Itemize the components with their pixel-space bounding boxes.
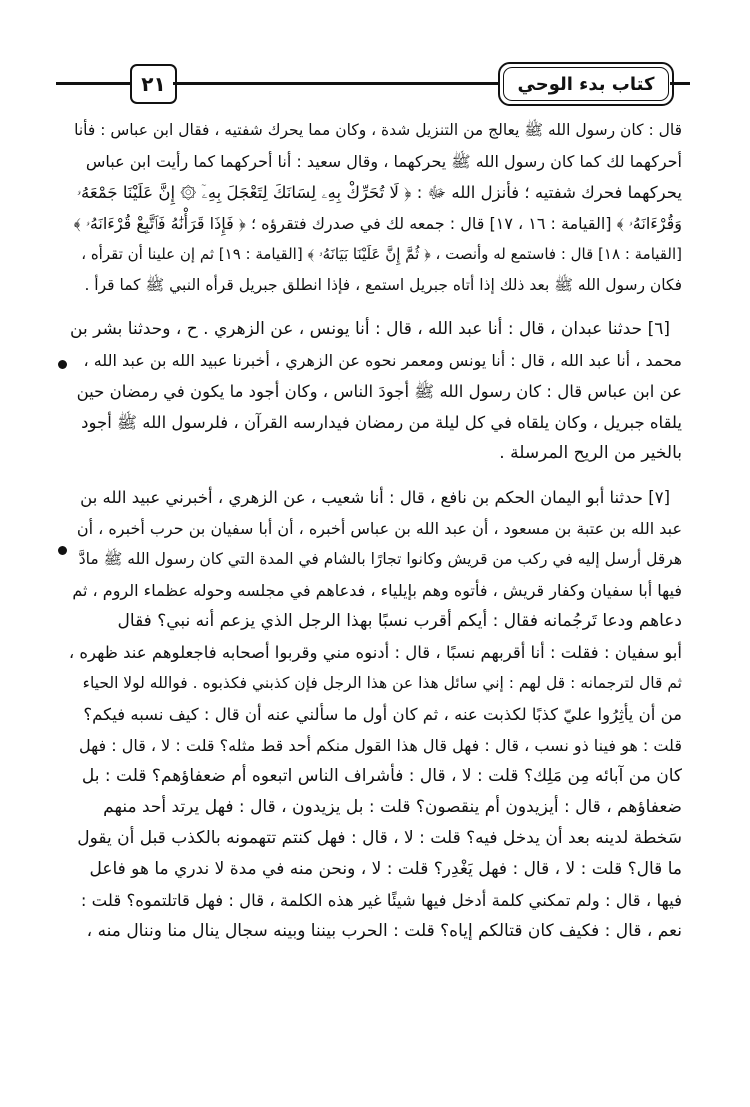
text-line: عبد الله بن عتبة بن مسعود ، أن عبد الله بن عباس أخبره ، أن أبا سفيان بن حرب أخبره ، أن	[76, 519, 682, 538]
header-rule-left	[56, 82, 130, 85]
text-line: محمد ، أنا عبد الله ، قال : أنا يونس ومعمر نحوه عن الزهري ، أخبرنا عبيد الله بن عبد الله ،	[83, 351, 682, 370]
text-line: من أن يأثِرُوا عليّ كذبًا لكذبت عنه ، ثم كان أول ما سألني عنه أن قال : كيف نسبه فيكم؟	[83, 705, 682, 724]
header-rule-right	[670, 82, 690, 85]
text-line: كان من آبائه مِن مَلِك؟ قلت : لا ، قال : فأشراف الناس اتبعوه أم ضعفاؤهم؟ قلت : بل	[81, 766, 682, 786]
text-line: وَقُرْءَانَهُۥ ﴾ [القيامة : ١٦ ، ١٧] قال : جمعه لك في صدرك فتقرؤه ؛ ﴿ فَإِذَا قَرَأْنَٰهُ فَٱتَّبِعْ قُرْءَانَهُۥ ﴾	[73, 214, 682, 233]
header-rule-middle	[173, 82, 498, 85]
text-line: فكان رسول الله ﷺ بعد ذلك إذا أتاه جبريل استمع ، فإذا انطلق جبريل قرأه النبي ﷺ كما قرأ .	[84, 276, 682, 294]
text-line: قال : كان رسول الله ﷺ يعالج من التنزيل شدة ، وكان مما يحرك شفتيه ، فقال ابن عباس : فأنا	[74, 121, 682, 139]
text-line: يحركهما فحرك شفتيه ؛ فأنزل الله ﷻ : ﴿ لَا تُحَرِّكْ بِهِۦ لِسَانَكَ لِتَعْجَلَ بِهِۦٓ ۞ إِنَّ عَلَيْنَا جَمْعَهُۥ	[76, 183, 682, 202]
text-line: أحركهما لك كما كان رسول الله ﷺ يحركهما ، وقال سعيد : أنا أحركهما كما رأيت ابن عباس	[85, 152, 682, 171]
text-line: هرقل أرسل إليه في ركب من قريش وكانوا تجارًا بالشام في المدة التي كان رسول الله ﷺ مادَّ	[78, 550, 682, 568]
text-line: أبو سفيان : فقلت : أنا أقربهم نسبًا ، قال : أدنوه مني وقربوا أصحابه فاجعلوهم عند ظهره ،	[68, 643, 682, 662]
text-line: بالخير من الريح المرسلة .	[499, 443, 682, 463]
text-line: [٧] حدثنا أبو اليمان الحكم بن نافع ، قال : أنا شعيب ، عن الزهري ، أخبرني عبيد الله بن	[80, 488, 670, 507]
text-line: ثم قال لترجمانه : قل لهم : إني سائل هذا عن هذا الرجل فإن كذبني فكذبوه . فوالله لولا الحياء	[82, 674, 682, 692]
text-line: نعم ، قال : فكيف كان قتالكم إياه؟ قلت : الحرب بيننا وبينه سجال ينال منا وننال منه ،	[86, 921, 682, 941]
hadith-bullet	[58, 546, 67, 555]
book-title: كتاب بدء الوحي	[517, 73, 655, 95]
page-number: ٢١	[130, 64, 177, 104]
text-line: يلقاه جبريل ، وكان يلقاه في كل ليلة من رمضان فيدارسه القرآن ، فلرسول الله ﷺ أجود	[81, 413, 682, 432]
text-line: فيها ، قال : ولم تمكني كلمة أدخل فيها شيئًا غير هذه الكلمة ، قال : فهل قاتلتموه؟ قلت :	[80, 891, 682, 910]
text-line: [القيامة : ١٨] قال : فاستمع له وأنصت ، ﴿ ثُمَّ إِنَّ عَلَيْنَا بَيَانَهُۥ ﴾ [القيامة : ١٩] ثم إن علينا أن تقرأه ،	[81, 245, 682, 263]
text-line: [٦] حدثنا عبدان ، قال : أنا عبد الله ، قال : أنا يونس ، عن الزهري . ح ، وحدثنا بشر بن	[70, 319, 670, 339]
text-line: ما قال؟ قلت : لا ، قال : فهل يَغْدِر؟ قلت : لا ، ونحن منه في مدة لا ندري ما هو فاعل	[89, 859, 682, 879]
text-line: دعاهم ودعا تَرجُمانه فقال : أيكم أقرب نسبًا بهذا الرجل الذي يزعم أنه نبي؟ فقال	[117, 611, 682, 631]
hadith-bullet	[58, 360, 67, 369]
book-title-inner-border	[503, 67, 669, 101]
text-line: عن ابن عباس قال : كان رسول الله ﷺ أجودَ الناس ، وكان أجود ما يكون في رمضان حين	[76, 382, 682, 401]
text-line: فيها أبا سفيان وكفار قريش ، فأتوه وهم بإيلياء ، فدعاهم في مجلسه وحوله عظماء الروم ، ثم	[72, 581, 682, 600]
text-line: قلت : هو فينا ذو نسب ، قال : فهل قال هذا القول منكم أحد قط مثله؟ قلت : لا ، قال : فهل	[78, 736, 682, 755]
text-line: ضعفاؤهم ، قال : أيزيدون أم ينقصون؟ قلت : بل يزيدون ، قال : فهل يرتد أحد منهم	[103, 797, 682, 817]
book-title-box	[498, 62, 674, 106]
text-line: سَخطة لدينه بعد أن يدخل فيه؟ قلت : لا ، قال : فهل كنتم تتهمونه بالكذب قبل أن يقول	[77, 828, 682, 848]
